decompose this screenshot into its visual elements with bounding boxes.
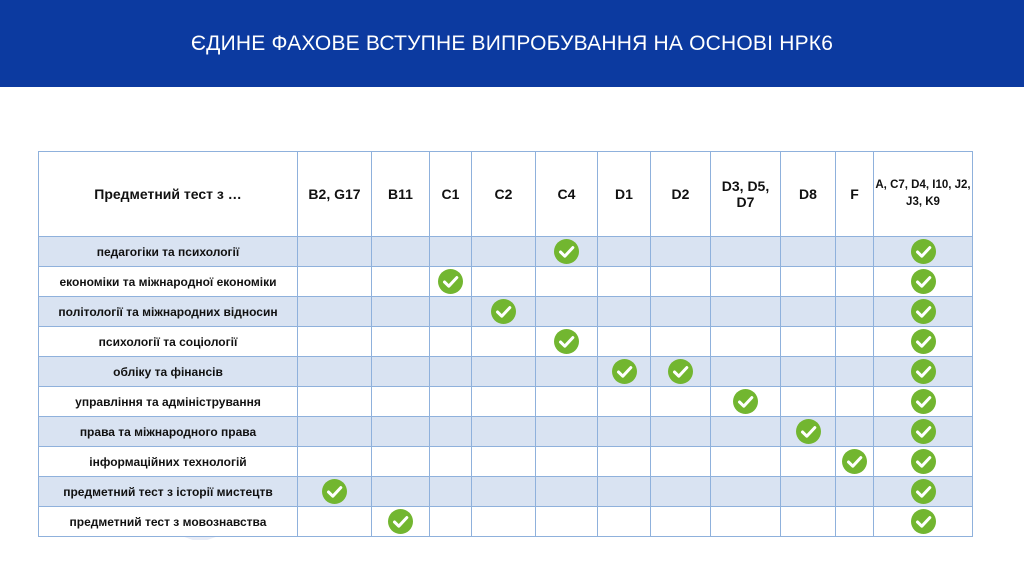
check-circle-icon bbox=[796, 419, 821, 444]
row-subject-label: психології та соціології bbox=[39, 327, 298, 357]
check-circle-icon bbox=[438, 269, 463, 294]
row-subject-label: інформаційних технологій bbox=[39, 447, 298, 477]
table-cell bbox=[874, 447, 973, 477]
table-cell bbox=[711, 267, 781, 297]
table-cell bbox=[651, 297, 711, 327]
table-cell bbox=[298, 477, 372, 507]
table-cell bbox=[874, 267, 973, 297]
table-cell bbox=[651, 237, 711, 267]
table-cell bbox=[598, 267, 651, 297]
table-cell bbox=[536, 507, 598, 537]
table-cell bbox=[430, 387, 472, 417]
table-cell bbox=[836, 417, 874, 447]
table-cell bbox=[372, 297, 430, 327]
check-circle-icon bbox=[491, 299, 516, 324]
table-cell bbox=[598, 417, 651, 447]
table-cell bbox=[472, 387, 536, 417]
subject-test-table bbox=[38, 151, 973, 537]
table-cell bbox=[372, 417, 430, 447]
row-subject-label: предметний тест з мовознавства bbox=[39, 507, 298, 537]
table-cell bbox=[372, 357, 430, 387]
table-cell bbox=[536, 417, 598, 447]
check-circle-icon bbox=[668, 359, 693, 384]
table-cell bbox=[711, 387, 781, 417]
table-cell bbox=[598, 507, 651, 537]
table-cell bbox=[836, 267, 874, 297]
table-cell bbox=[472, 327, 536, 357]
table-cell bbox=[711, 237, 781, 267]
table-cell bbox=[781, 417, 836, 447]
column-header: C2 bbox=[472, 152, 536, 237]
table-cell bbox=[472, 507, 536, 537]
column-header: A, C7, D4, I10, J2, J3, K9 bbox=[874, 152, 973, 237]
table-cell bbox=[536, 297, 598, 327]
check-circle-icon bbox=[842, 449, 867, 474]
table-cell bbox=[430, 447, 472, 477]
row-subject-label: політології та міжнародних відносин bbox=[39, 297, 298, 327]
table-cell bbox=[651, 327, 711, 357]
table-cell bbox=[781, 357, 836, 387]
table-cell bbox=[836, 477, 874, 507]
table-cell bbox=[874, 477, 973, 507]
table-cell bbox=[536, 267, 598, 297]
column-header: B11 bbox=[372, 152, 430, 237]
table-cell bbox=[372, 447, 430, 477]
table-cell bbox=[781, 267, 836, 297]
table-cell bbox=[874, 387, 973, 417]
table-row bbox=[39, 237, 973, 267]
table-cell bbox=[874, 297, 973, 327]
column-header: C1 bbox=[430, 152, 472, 237]
table-cell bbox=[598, 447, 651, 477]
table-cell bbox=[298, 417, 372, 447]
table-cell bbox=[430, 297, 472, 327]
table-cell bbox=[711, 357, 781, 387]
table-cell bbox=[372, 387, 430, 417]
check-circle-icon bbox=[554, 329, 579, 354]
row-subject-label: предметний тест з історії мистецтв bbox=[39, 477, 298, 507]
table-cell bbox=[430, 417, 472, 447]
row-subject-label: економіки та міжнародної економіки bbox=[39, 267, 298, 297]
table-cell bbox=[651, 417, 711, 447]
table-cell bbox=[298, 387, 372, 417]
table-cell bbox=[298, 297, 372, 327]
column-header: D3, D5, D7 bbox=[711, 152, 781, 237]
check-circle-icon bbox=[911, 419, 936, 444]
table-row bbox=[39, 507, 973, 537]
table-cell bbox=[372, 327, 430, 357]
row-subject-label: педагогіки та психології bbox=[39, 237, 298, 267]
table-cell bbox=[874, 507, 973, 537]
table-cell bbox=[711, 477, 781, 507]
table-cell bbox=[711, 327, 781, 357]
check-circle-icon bbox=[322, 479, 347, 504]
table-cell bbox=[874, 417, 973, 447]
table-cell bbox=[372, 237, 430, 267]
table-row bbox=[39, 297, 973, 327]
table-cell bbox=[711, 507, 781, 537]
table-cell bbox=[836, 507, 874, 537]
table-row bbox=[39, 327, 973, 357]
table-cell bbox=[536, 357, 598, 387]
table-cell bbox=[598, 477, 651, 507]
table-cell bbox=[836, 237, 874, 267]
table-cell bbox=[836, 387, 874, 417]
check-circle-icon bbox=[911, 509, 936, 534]
title-banner bbox=[0, 0, 1024, 87]
table-cell bbox=[298, 327, 372, 357]
check-circle-icon bbox=[911, 299, 936, 324]
table-cell bbox=[298, 357, 372, 387]
table-cell bbox=[472, 297, 536, 327]
column-header: B2, G17 bbox=[298, 152, 372, 237]
slide-title: ЄДИНЕ ФАХОВЕ ВСТУПНЕ ВИПРОБУВАННЯ НА ОСНОВІ НРК6 bbox=[190, 31, 834, 55]
table-cell bbox=[651, 507, 711, 537]
table-cell bbox=[472, 417, 536, 447]
table-cell bbox=[536, 237, 598, 267]
table-cell bbox=[536, 477, 598, 507]
table-cell bbox=[598, 297, 651, 327]
table-cell bbox=[430, 507, 472, 537]
table-cell bbox=[781, 297, 836, 327]
table-cell bbox=[836, 447, 874, 477]
table-cell bbox=[651, 447, 711, 477]
table-cell bbox=[536, 387, 598, 417]
table-cell bbox=[781, 477, 836, 507]
table-cell bbox=[598, 327, 651, 357]
table-cell bbox=[651, 357, 711, 387]
table-cell bbox=[781, 237, 836, 267]
row-subject-label: управління та адміністрування bbox=[39, 387, 298, 417]
table-cell bbox=[298, 237, 372, 267]
table-cell bbox=[836, 297, 874, 327]
table-cell bbox=[298, 447, 372, 477]
table-cell bbox=[781, 507, 836, 537]
table-cell bbox=[781, 387, 836, 417]
column-header: D8 bbox=[781, 152, 836, 237]
table-row bbox=[39, 357, 973, 387]
table-cell bbox=[598, 387, 651, 417]
check-circle-icon bbox=[388, 509, 413, 534]
table-cell bbox=[430, 267, 472, 297]
table-cell bbox=[472, 447, 536, 477]
table-cell bbox=[430, 237, 472, 267]
table-header-row bbox=[39, 152, 973, 237]
table-cell bbox=[298, 267, 372, 297]
row-subject-label: обліку та фінансів bbox=[39, 357, 298, 387]
table-cell bbox=[472, 477, 536, 507]
check-circle-icon bbox=[911, 359, 936, 384]
table-cell bbox=[430, 477, 472, 507]
table-cell bbox=[781, 327, 836, 357]
table-cell bbox=[711, 297, 781, 327]
table-cell bbox=[651, 387, 711, 417]
check-circle-icon bbox=[911, 329, 936, 354]
table-cell bbox=[472, 237, 536, 267]
table-cell bbox=[874, 357, 973, 387]
row-subject-label: права та міжнародного права bbox=[39, 417, 298, 447]
column-header: D1 bbox=[598, 152, 651, 237]
table-row bbox=[39, 267, 973, 297]
table-cell bbox=[651, 267, 711, 297]
table-row bbox=[39, 447, 973, 477]
table-cell bbox=[472, 267, 536, 297]
table-cell bbox=[536, 447, 598, 477]
check-circle-icon bbox=[911, 479, 936, 504]
check-circle-icon bbox=[911, 269, 936, 294]
table-cell bbox=[781, 447, 836, 477]
table-cell bbox=[874, 327, 973, 357]
table-cell bbox=[536, 327, 598, 357]
header-subject-test: Предметний тест з … bbox=[39, 152, 298, 237]
column-header: D2 bbox=[651, 152, 711, 237]
table-cell bbox=[711, 417, 781, 447]
table-cell bbox=[836, 357, 874, 387]
check-circle-icon bbox=[554, 239, 579, 264]
table-cell bbox=[430, 327, 472, 357]
table-cell bbox=[874, 237, 973, 267]
table-cell bbox=[598, 237, 651, 267]
column-header: C4 bbox=[536, 152, 598, 237]
check-circle-icon bbox=[733, 389, 758, 414]
check-circle-icon bbox=[911, 389, 936, 414]
table-row bbox=[39, 417, 973, 447]
table-cell bbox=[372, 477, 430, 507]
table-cell bbox=[472, 357, 536, 387]
check-circle-icon bbox=[612, 359, 637, 384]
table-cell bbox=[711, 447, 781, 477]
table-cell bbox=[372, 507, 430, 537]
check-circle-icon bbox=[911, 449, 936, 474]
table-cell bbox=[298, 507, 372, 537]
table-cell bbox=[836, 327, 874, 357]
table-row bbox=[39, 387, 973, 417]
table-cell bbox=[598, 357, 651, 387]
column-header: F bbox=[836, 152, 874, 237]
table-cell bbox=[372, 267, 430, 297]
table-cell bbox=[651, 477, 711, 507]
table-row bbox=[39, 477, 973, 507]
check-circle-icon bbox=[911, 239, 936, 264]
table-cell bbox=[430, 357, 472, 387]
